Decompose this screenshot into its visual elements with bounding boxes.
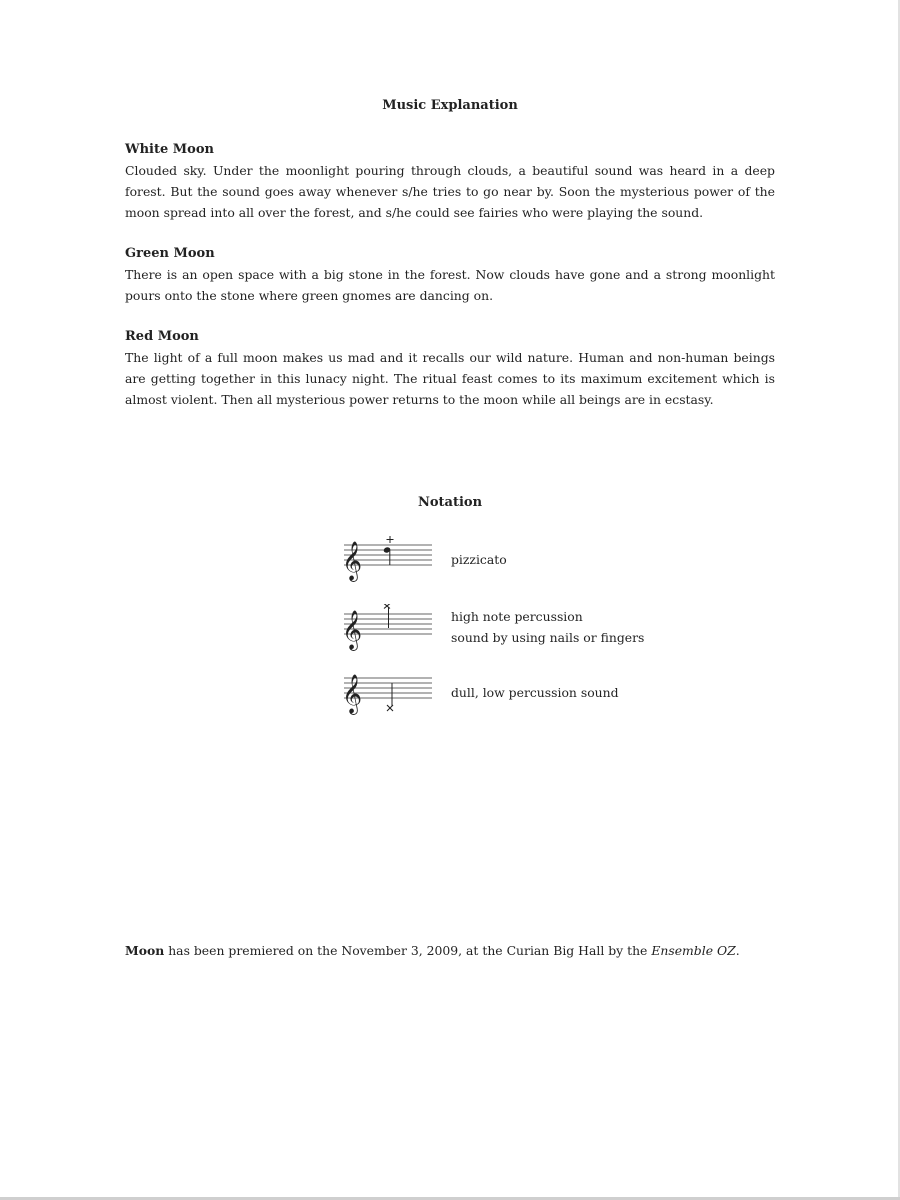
notation-desc-high-percussion-line2: sound by using nails or fingers	[451, 630, 645, 645]
section-body-red-moon: The light of a full moon makes us mad and it recalls our wild nature. Human and non-human beings are getting together in this lunacy night. The ritual feast comes to its maximum excitement which is almost violent. Then all mysterious power returns to the moon while all beings are in ecstasy.	[125, 350, 775, 407]
notation-row-pizzicato	[340, 535, 760, 585]
premiere-note-text: has been premiered on the November 3, 2009, at the Curian Big Hall by the	[164, 943, 652, 958]
svg-text:𝄞: 𝄞	[342, 674, 363, 714]
section-body-green-moon: There is an open space with a big stone in the forest. Now clouds have gone and a strong moonlight pours onto the stone where green gnomes are dancing on.	[125, 267, 775, 303]
treble-clef-pizzicato-icon	[340, 535, 440, 585]
premiere-note	[125, 940, 740, 961]
section-title-white-moon: White Moon	[125, 142, 214, 157]
notation-row-high-percussion	[340, 604, 760, 654]
svg-text:𝄞: 𝄞	[342, 541, 363, 581]
section-white-moon	[125, 139, 775, 223]
music-explanation-heading: Music Explanation	[382, 98, 518, 113]
premiere-note-title: Moon	[125, 943, 165, 958]
notation-desc-pizzicato: pizzicato	[451, 552, 507, 567]
notation-heading: Notation	[417, 495, 483, 510]
notation-desc-high-percussion-line1: high note percussion	[451, 609, 583, 624]
treble-clef-x-notehead-high-icon	[340, 604, 440, 654]
premiere-note-ensemble: Ensemble OZ	[651, 943, 736, 958]
section-green-moon	[125, 243, 775, 306]
svg-text:𝄞: 𝄞	[342, 610, 363, 650]
section-body-white-moon: Clouded sky. Under the moonlight pouring through clouds, a beautiful sound was heard in a deep forest. But the sound goes away whenever s/he tries to go near by. Soon the mysterious power of the moon spread into all over the forest, and s/he could see fairies who were playing the sound.	[125, 163, 775, 220]
section-title-green-moon: Green Moon	[125, 246, 215, 261]
treble-clef-x-notehead-low-icon	[340, 668, 440, 718]
premiere-note-end: .	[735, 943, 740, 958]
notation-desc-low-percussion: dull, low percussion sound	[451, 685, 619, 700]
notation-row-low-percussion	[340, 668, 760, 718]
section-title-red-moon: Red Moon	[125, 329, 199, 344]
section-red-moon	[125, 326, 775, 410]
